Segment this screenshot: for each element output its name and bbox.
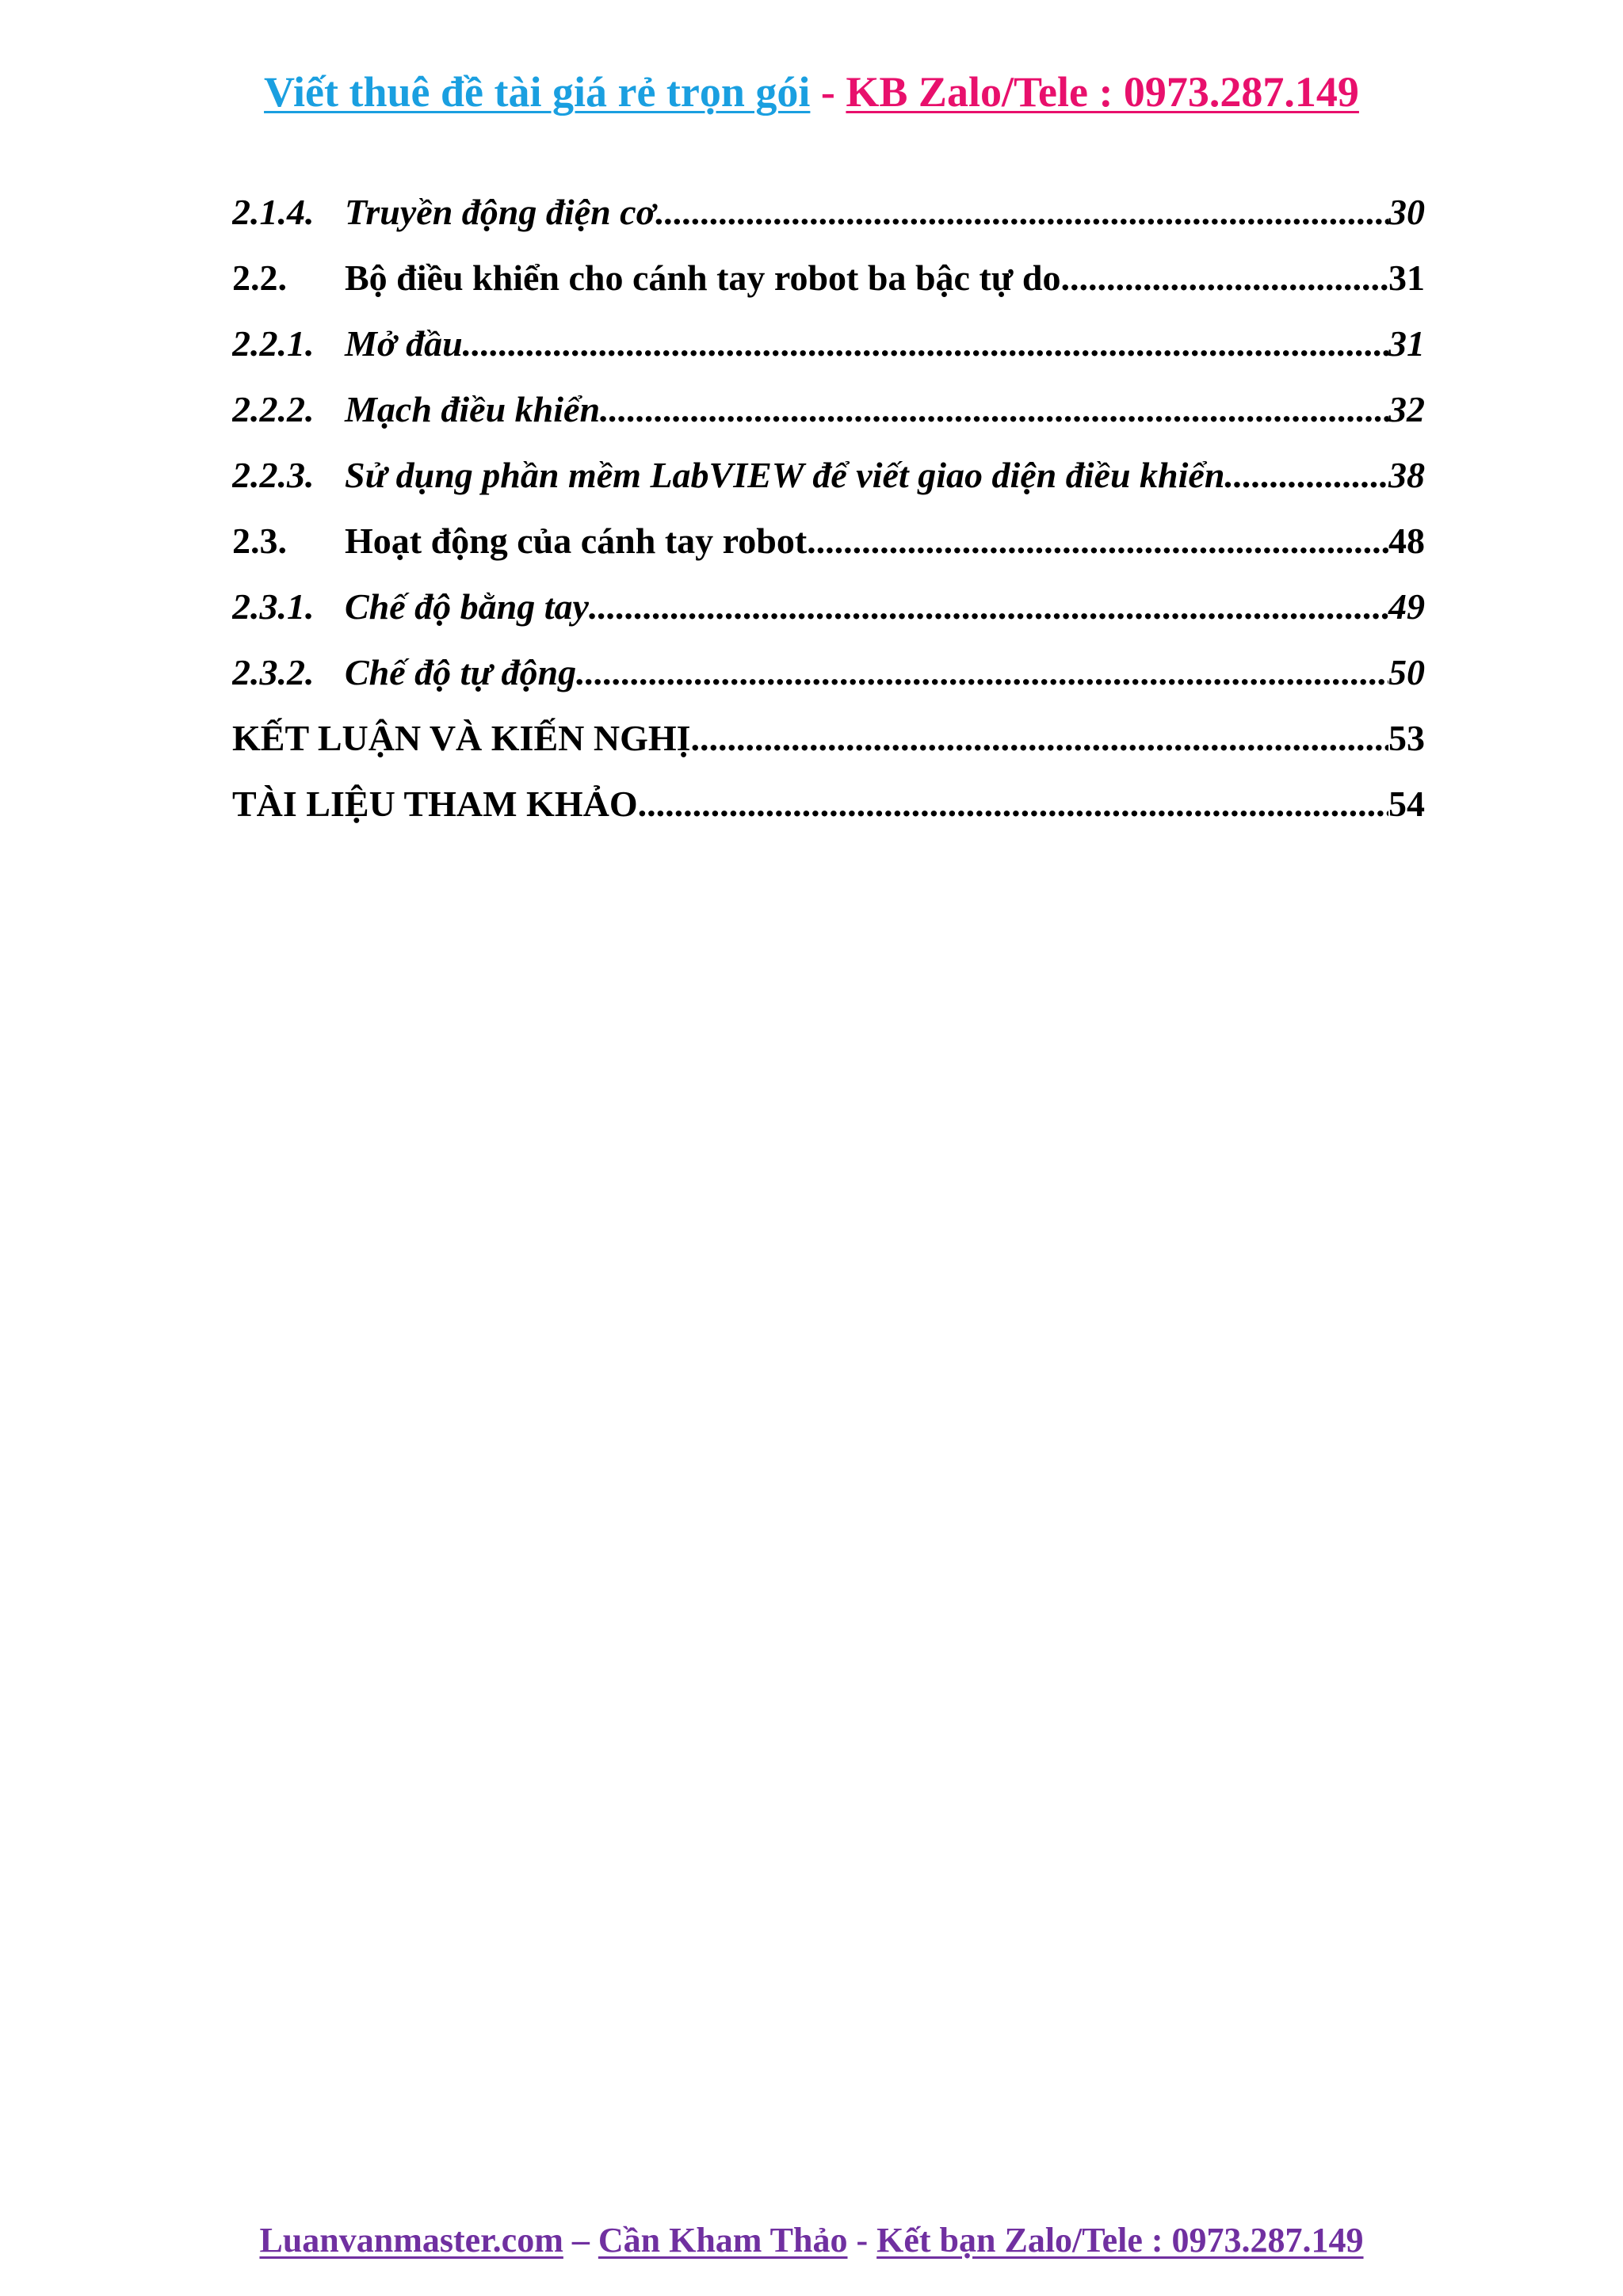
toc-number: 2.3.2.	[232, 652, 315, 692]
toc-page-number: 38	[1388, 455, 1425, 495]
page-footer	[0, 2217, 1623, 2264]
toc-leader-dots	[576, 651, 1388, 693]
toc-title: Chế độ bằng tay	[345, 586, 589, 627]
toc-leader-dots	[600, 388, 1388, 430]
toc-leader-dots	[463, 322, 1388, 364]
toc-entry[interactable]	[232, 257, 1425, 322]
toc-leader-dots	[589, 585, 1388, 627]
page-header	[0, 63, 1623, 120]
toc-page-number: 31	[1388, 323, 1425, 364]
toc-title: TÀI LIỆU THAM KHẢO	[232, 784, 638, 824]
toc-entry[interactable]	[232, 322, 1425, 388]
toc-page-number: 53	[1388, 718, 1425, 758]
header-service-link[interactable]: Viết thuê đề tài giá rẻ trọn gói	[264, 68, 811, 116]
toc-entry[interactable]	[232, 783, 1425, 849]
footer-site-link[interactable]: Luanvanmaster.com	[259, 2221, 563, 2260]
toc-leader-dots	[807, 520, 1388, 562]
toc-entry[interactable]	[232, 191, 1425, 257]
toc-title: Mở đầu	[345, 323, 463, 364]
table-of-contents	[232, 191, 1425, 849]
toc-title: Bộ điều khiển cho cánh tay robot ba bậc tự do	[345, 257, 1061, 298]
toc-leader-dots	[655, 191, 1388, 233]
toc-leader-dots	[1224, 454, 1388, 496]
toc-entry[interactable]	[232, 717, 1425, 783]
toc-entry[interactable]	[232, 520, 1425, 585]
toc-page-number: 48	[1388, 521, 1425, 561]
toc-page-number: 54	[1388, 784, 1425, 824]
toc-entry[interactable]	[232, 388, 1425, 454]
toc-entry[interactable]	[232, 651, 1425, 717]
toc-number: 2.1.4.	[232, 192, 315, 232]
toc-page-number: 30	[1388, 192, 1425, 232]
toc-page-number: 49	[1388, 586, 1425, 627]
toc-entry[interactable]	[232, 585, 1425, 651]
toc-title: Chế độ tự động	[345, 652, 577, 692]
footer-name-link[interactable]: Cần Kham Thảo	[598, 2221, 848, 2260]
toc-leader-dots	[1060, 257, 1388, 299]
footer-dash: –	[563, 2221, 598, 2260]
toc-title: Mạch điều khiển	[345, 389, 601, 429]
toc-number: 2.3.	[232, 521, 287, 561]
toc-title: KẾT LUẬN VÀ KIẾN NGHỊ	[232, 718, 691, 758]
toc-leader-dots	[638, 783, 1388, 825]
toc-leader-dots	[691, 717, 1388, 759]
toc-page-number: 31	[1388, 257, 1425, 298]
toc-page-number: 50	[1388, 652, 1425, 692]
header-contact-link[interactable]: KB Zalo/Tele : 0973.287.149	[846, 68, 1359, 116]
toc-entry[interactable]	[232, 454, 1425, 520]
toc-title: Sử dụng phần mềm LabVIEW để viết giao diện điều khiển	[345, 455, 1225, 495]
toc-title: Truyền động điện cơ	[345, 192, 656, 232]
toc-number: 2.2.3.	[232, 455, 315, 495]
toc-number: 2.2.1.	[232, 323, 315, 364]
footer-separator: -	[847, 2221, 877, 2260]
toc-title: Hoạt động của cánh tay robot	[345, 521, 808, 561]
footer-contact-link[interactable]: Kết bạn Zalo/Tele : 0973.287.149	[876, 2221, 1364, 2260]
header-separator: -	[810, 68, 846, 116]
toc-number: 2.2.	[232, 257, 287, 298]
toc-number: 2.2.2.	[232, 389, 315, 429]
toc-number: 2.3.1.	[232, 586, 315, 627]
toc-page-number: 32	[1388, 389, 1425, 429]
